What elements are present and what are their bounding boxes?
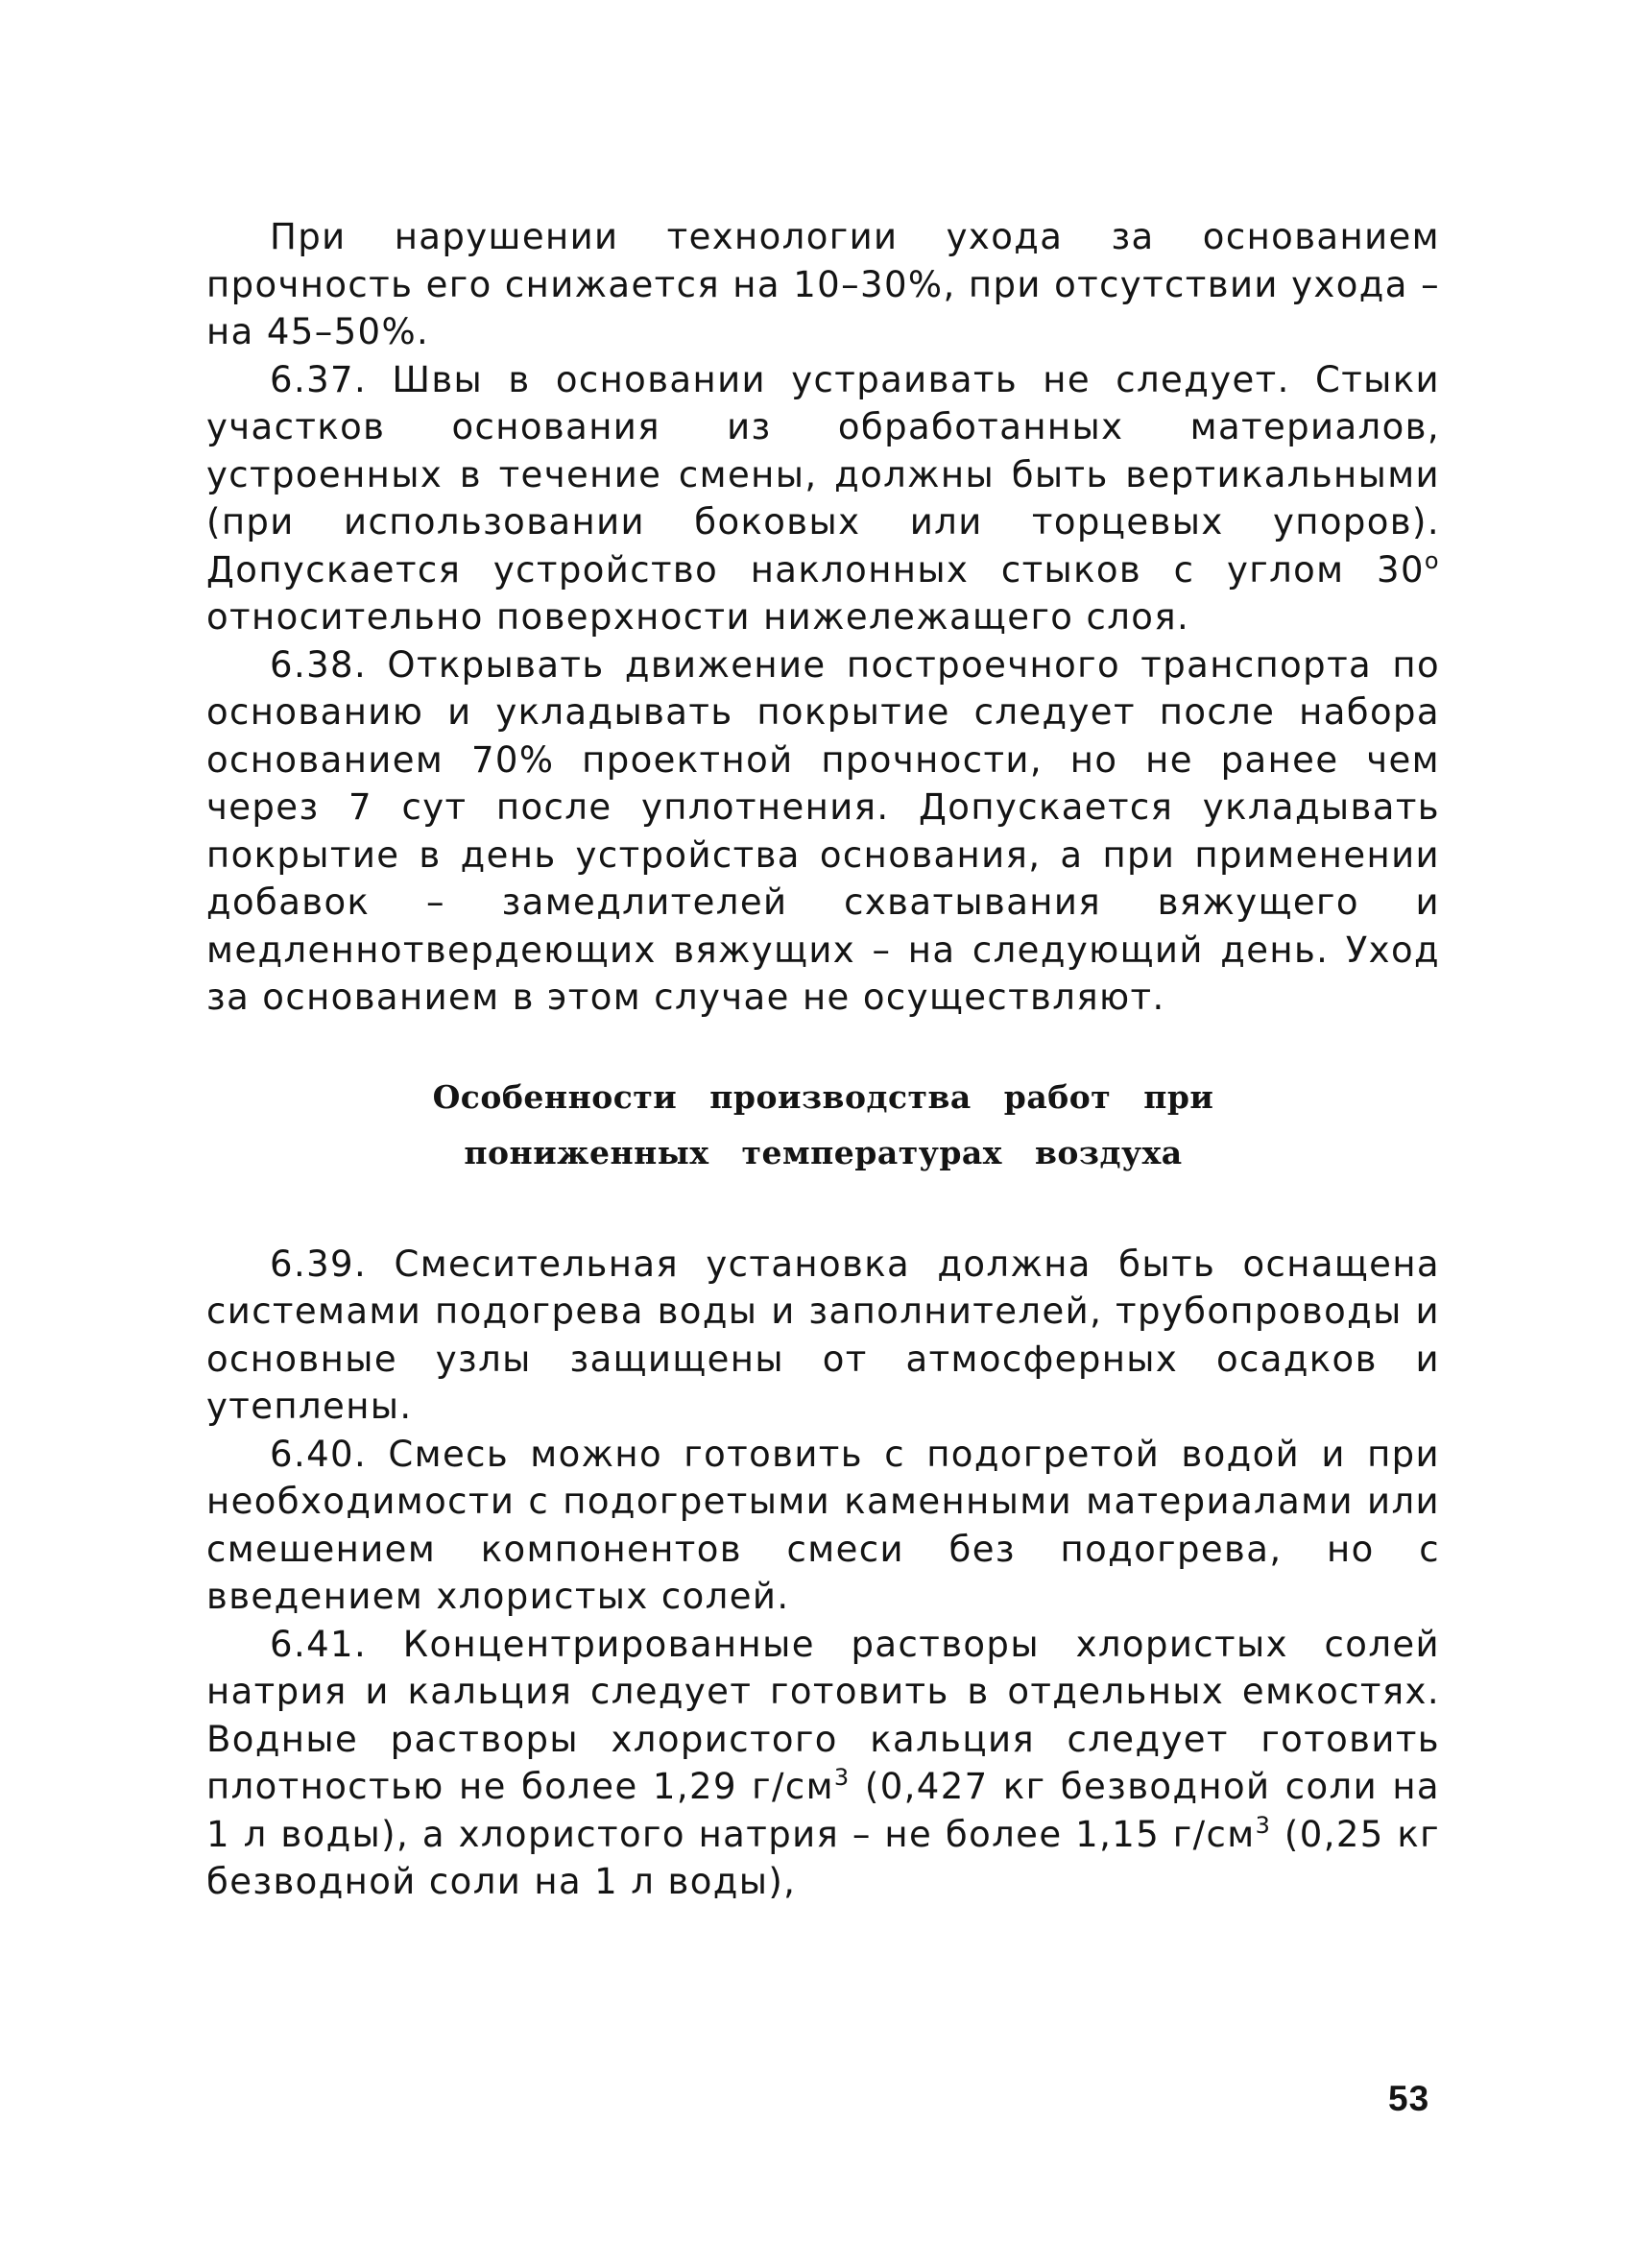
- paragraph-6-41-tail: (0,427 кг безводной соли на 1 л воды), а хлористого натрия – не более 1,15 г/см: [206, 1766, 1440, 1855]
- paragraph-6-41-text: 6.41. Концентрированные растворы хлористых солей натрия и кальция следует готовить в отдельных емкостях. Водные растворы хлористого кальция следует готовить плотностью не более 1,29 г/см: [206, 1623, 1440, 1807]
- paragraph-6-41-tail-2: (0,25 кг безводной соли на 1 л воды),: [206, 1813, 1440, 1902]
- page-number: 53: [1388, 2079, 1430, 2118]
- cubic-superscript-2: 3: [1255, 1811, 1272, 1839]
- paragraph-6-40: 6.40. Смесь можно готовить с подогретой водой и при необходимости с подогретыми каменными материалами или смешением компонентов смеси без подогрева, но с введением хлористых солей.: [206, 1433, 1440, 1617]
- paragraph-6-39: 6.39. Смесительная установка должна быть оснащена системами подогрева воды и заполнителей, трубопроводы и основные узлы защищены от атмосферных осадков и утеплены.: [206, 1243, 1440, 1427]
- paragraph-6-41: [206, 1621, 1440, 1906]
- document-page: [206, 213, 1440, 1906]
- paragraph-intro: При нарушении технологии ухода за основанием прочность его снижается на 10–30%, при отсутствии ухода – на 45–50%.: [206, 216, 1440, 352]
- paragraph-6-37: [206, 356, 1440, 641]
- paragraph-6-38: 6.38. Открывать движение построечного транспорта по основанию и укладывать покрытие следует после набора основанием 70% проектной прочности, но не ранее чем через 7 сут после уплотнения. Допускается укладывать покрытие в день устройства основания, а при применении добавок – замедлителей схватывания вяжущего и медленнотвердеющих вяжущих – на следующий день. Уход за основанием в этом случае не осуществляют.: [206, 643, 1440, 1018]
- section-heading-line-1: Особенности производства работ при: [432, 1077, 1214, 1116]
- paragraph-6-37-tail: относительно поверхности нижележащего слоя.: [206, 596, 1190, 638]
- paragraph-6-37-text: 6.37. Швы в основании устраивать не следует. Стыки участков основания из обработанных материалов, устроенных в течение смены, должны быть вертикальными (при использовании боковых или торцевых упоров). Допускается устройство наклонных стыков с углом 30: [206, 358, 1440, 591]
- section-heading-line-2: пониженных температурах воздуха: [464, 1133, 1183, 1171]
- degree-superscript: о: [1424, 546, 1440, 574]
- cubic-superscript: 3: [833, 1764, 851, 1791]
- section-heading: [206, 1070, 1440, 1181]
